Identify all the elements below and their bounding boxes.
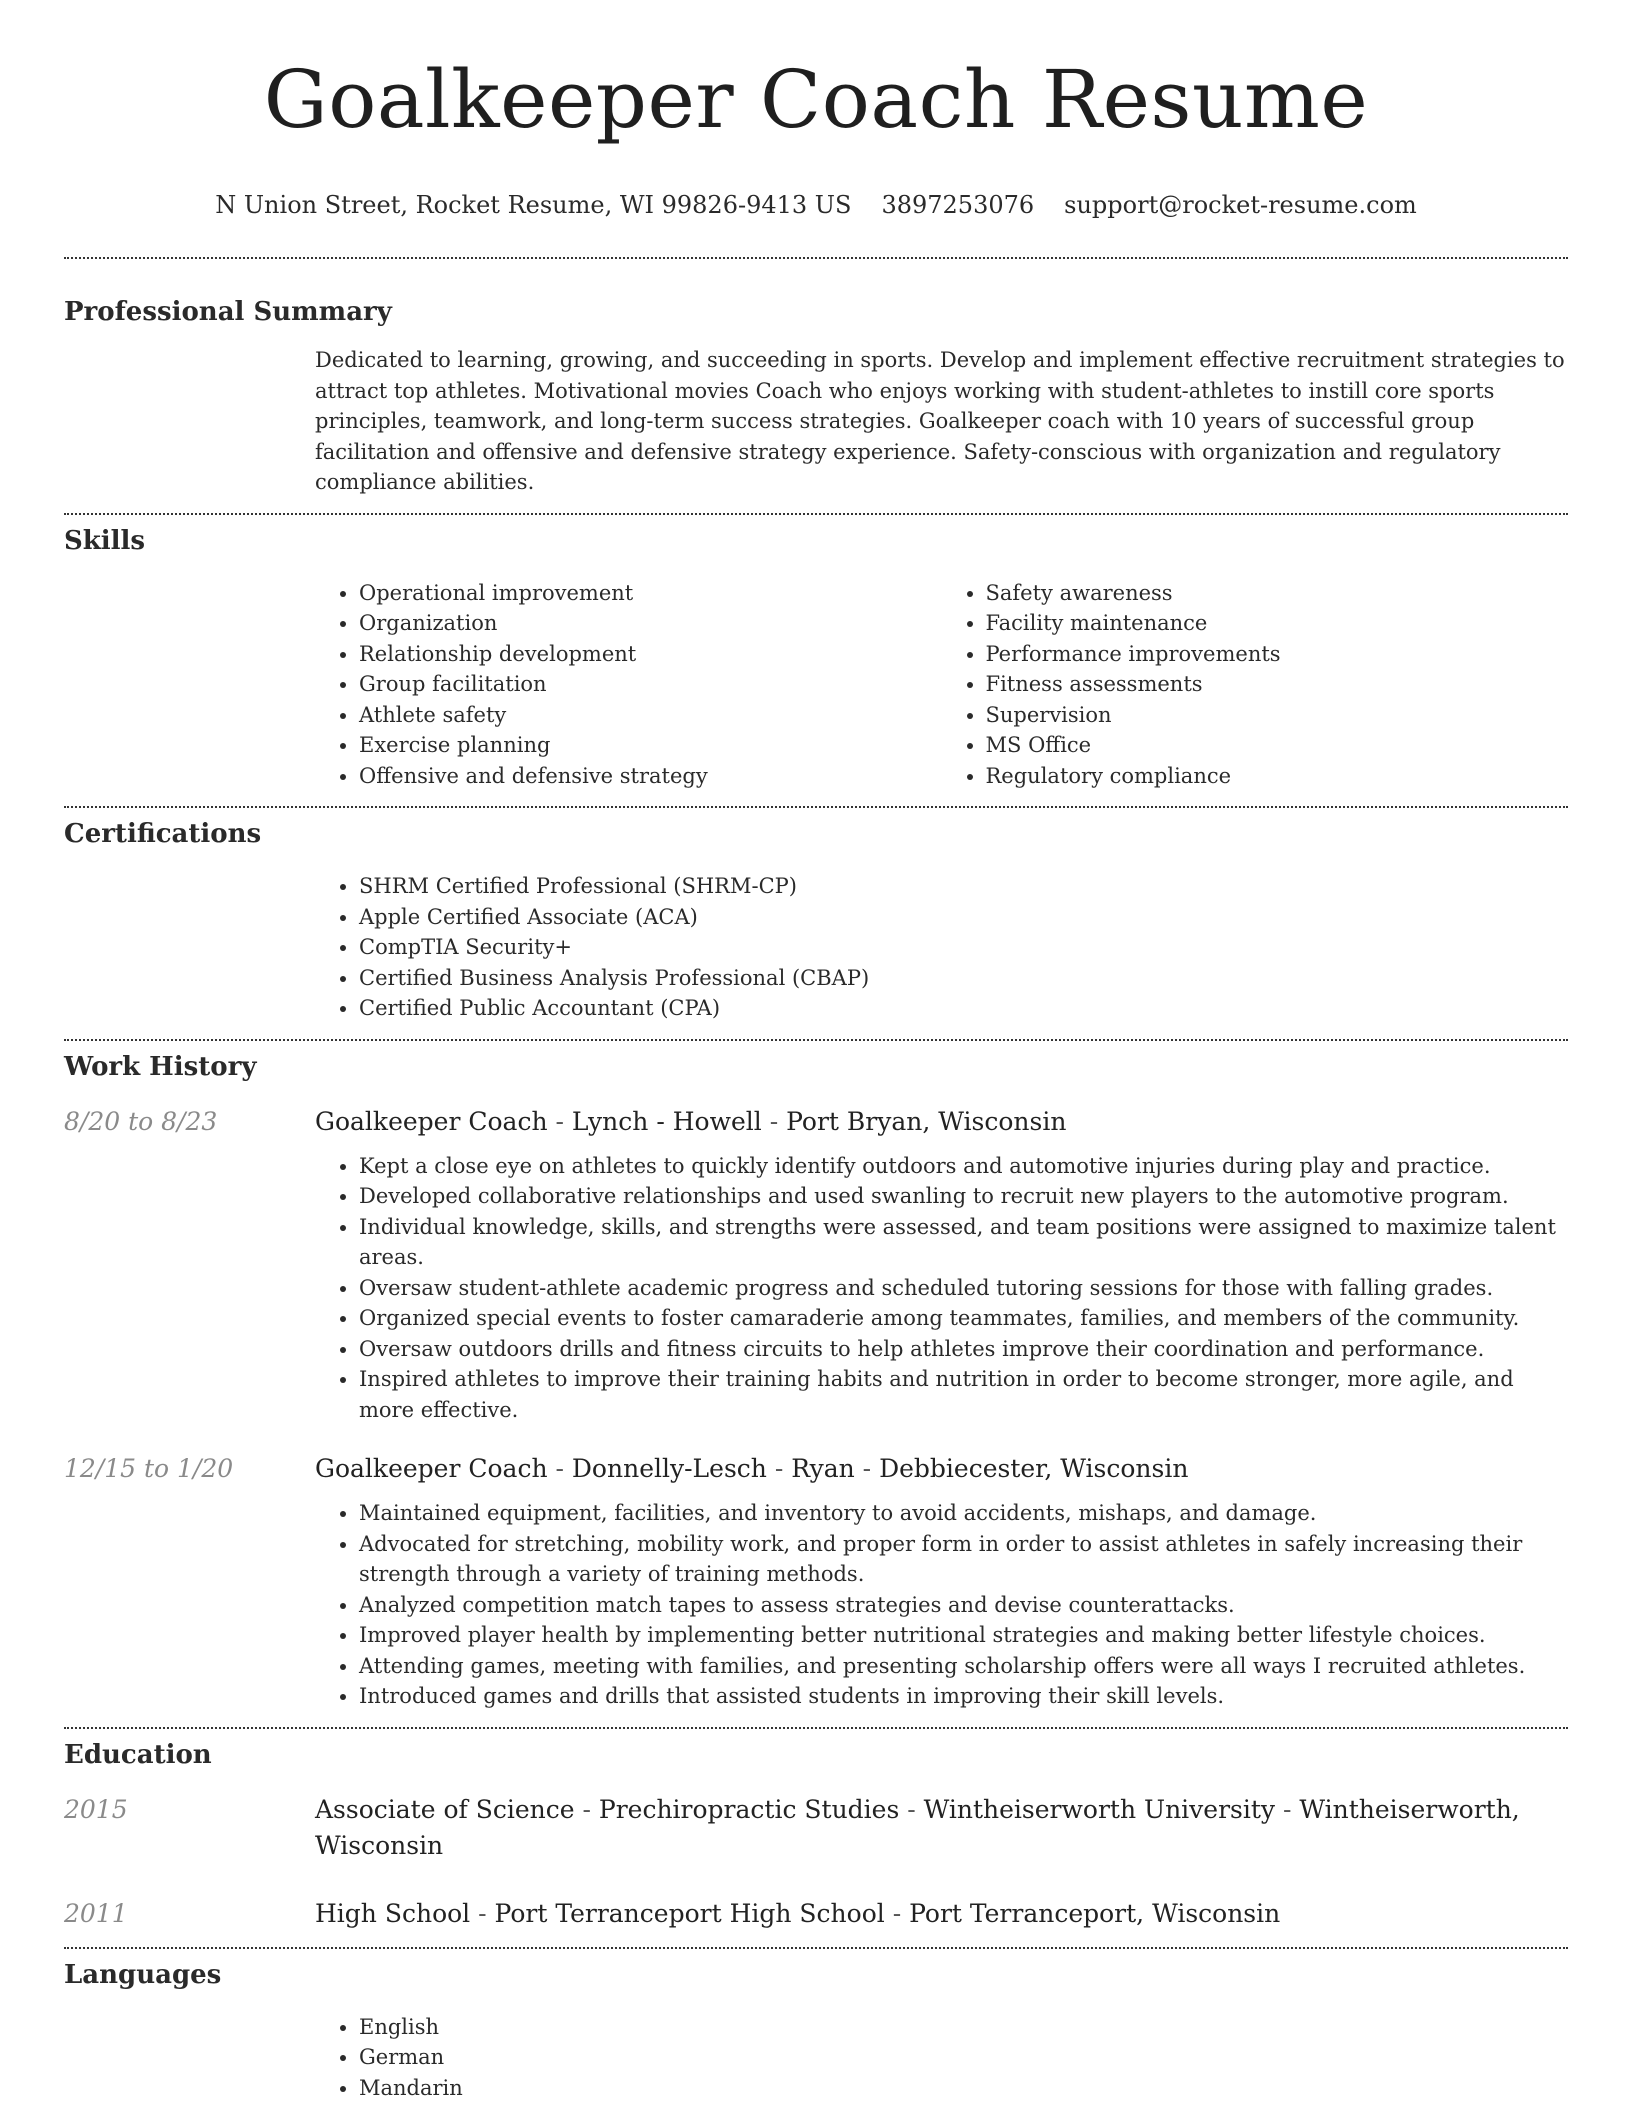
list-item: • Certified Business Analysis Professional (CBAP)	[359, 963, 1568, 994]
job-date: 12/15 to 1/20	[64, 1454, 234, 1483]
languages-list	[315, 2012, 1568, 2104]
list-item: • Maintained equipment, facilities, and inventory to avoid accidents, mishaps, and damage.	[359, 1498, 1568, 1529]
contact-line	[64, 188, 1568, 222]
contact-address: N Union Street, Rocket Resume, WI 99826-9413 US	[215, 191, 852, 219]
job-location: Port Bryan, Wisconsin	[786, 1106, 1067, 1136]
summary-text: Dedicated to learning, growing, and succeeding in sports. Develop and implement effective recruitment strategies to attract top athletes. Motivational movies Coach who enjoys working with student-athletes to instill core sports principles, teamwork, and long-term success strategies. Goalkeeper coach with 10 years of successful group facilitation and offensive and defensive strategy experience. Safety-conscious with organization and regulatory compliance abilities.	[315, 348, 1565, 494]
list-item: • German	[359, 2042, 1568, 2073]
languages-heading: Languages	[64, 1959, 222, 1990]
list-item: • Oversaw outdoors drills and fitness circuits to help athletes improve their coordination and performance.	[359, 1334, 1568, 1365]
education-location: Wintheiserworth, Wisconsin	[315, 1794, 1520, 1860]
job-role: Goalkeeper Coach	[315, 1454, 548, 1483]
work-history-section	[64, 1041, 1568, 1712]
certifications-section	[64, 808, 1568, 1024]
list-item: • Exercise planning	[359, 730, 942, 761]
list-item: • Offensive and defensive strategy	[359, 761, 942, 792]
education-entry	[64, 1792, 1568, 1864]
list-item: • Organization	[359, 608, 942, 639]
list-item: • Relationship development	[359, 639, 942, 670]
job-contact: Ryan	[791, 1454, 855, 1483]
list-item: • Operational improvement	[359, 578, 942, 609]
list-item: • Certified Public Accountant (CPA)	[359, 993, 1568, 1024]
list-item: • Introduced games and drills that assisted students in improving their skill levels.	[359, 1681, 1568, 1712]
job-bullets	[315, 1498, 1568, 1712]
education-school: Port Terranceport High School	[494, 1898, 885, 1928]
list-item: • Safety awareness	[986, 578, 1569, 609]
contact-phone: 3897253076	[881, 191, 1035, 219]
job-company: Donnelly-Lesch	[571, 1454, 767, 1483]
list-item: • Inspired athletes to improve their training habits and nutrition in order to become stronger, more agile, and more effective.	[359, 1364, 1568, 1425]
list-item: • English	[359, 2012, 1568, 2043]
contact-email[interactable]: support@rocket-resume.com	[1064, 191, 1417, 219]
education-title: High School - Port Terranceport High School - Port Terranceport, Wisconsin	[315, 1898, 1281, 1928]
skills-section	[64, 515, 1568, 792]
list-item: • Supervision	[986, 700, 1569, 731]
certifications-heading: Certifications	[64, 819, 262, 849]
list-item: • Oversaw student-athlete academic progress and scheduled tutoring sessions for those with falling grades.	[359, 1273, 1568, 1304]
list-item: • Organized special events to foster camaraderie among teammates, families, and members of the community.	[359, 1303, 1568, 1334]
certifications-list	[315, 871, 1568, 1024]
list-item: • Advocated for stretching, mobility work, and proper form in order to assist athletes in safely increasing their strength through a variety of training methods.	[359, 1529, 1568, 1590]
education-section	[64, 1729, 1568, 1932]
skills-list-left	[315, 578, 942, 792]
job-entry	[64, 1451, 1568, 1712]
list-item: • MS Office	[986, 730, 1569, 761]
summary-heading: Professional Summary	[64, 297, 392, 327]
list-item: • Kept a close eye on athletes to quickly identify outdoors and automotive injuries during play and practice.	[359, 1151, 1568, 1182]
list-item: • Improved player health by implementing better nutritional strategies and making better lifestyle choices.	[359, 1620, 1568, 1651]
job-title: Goalkeeper Coach - Lynch - Howell - Port Bryan, Wisconsin	[315, 1106, 1067, 1136]
education-location: Port Terranceport, Wisconsin	[909, 1898, 1281, 1928]
list-item: • Mandarin	[359, 2073, 1568, 2104]
job-location: Debbiecester, Wisconsin	[879, 1454, 1189, 1483]
list-item: • Individual knowledge, skills, and strengths were assessed, and team positions were assigned to maximize talent areas.	[359, 1212, 1568, 1273]
job-role: Goalkeeper Coach	[315, 1106, 548, 1136]
job-bullets	[315, 1151, 1568, 1426]
education-heading: Education	[64, 1739, 212, 1770]
education-date: 2011	[64, 1898, 128, 1928]
education-school: Wintheiserworth University	[923, 1794, 1276, 1824]
list-item: • Fitness assessments	[986, 669, 1569, 700]
education-degree: Associate of Science	[315, 1794, 575, 1824]
work-history-heading: Work History	[64, 1051, 257, 1082]
list-item: • Apple Certified Associate (ACA)	[359, 902, 1568, 933]
skills-list-right	[942, 578, 1569, 792]
list-item: • Developed collaborative relationships and used swanling to recruit new players to the automotive program.	[359, 1181, 1568, 1212]
summary-section	[64, 259, 1568, 498]
education-entry	[64, 1896, 1568, 1932]
list-item: • Attending games, meeting with families, and presenting scholarship offers were all ways I recruited athletes.	[359, 1651, 1568, 1682]
resume-title: Goalkeeper Coach Resume	[263, 53, 1369, 146]
list-item: • Performance improvements	[986, 639, 1569, 670]
education-degree: High School	[315, 1898, 471, 1928]
languages-section	[64, 1949, 1568, 2104]
education-date: 2015	[64, 1794, 128, 1824]
list-item: • Regulatory compliance	[986, 761, 1569, 792]
education-title: Associate of Science - Prechiropractic Studies - Wintheiserworth University - Wintheiserworth, Wisconsin	[315, 1794, 1520, 1860]
job-title: Goalkeeper Coach - Donnelly-Lesch - Ryan - Debbiecester, Wisconsin	[315, 1454, 1189, 1483]
list-item: • CompTIA Security+	[359, 932, 1568, 963]
list-item: • Athlete safety	[359, 700, 942, 731]
job-company: Lynch - Howell	[571, 1106, 762, 1136]
list-item: • Group facilitation	[359, 669, 942, 700]
skills-heading: Skills	[64, 525, 146, 556]
job-entry	[64, 1104, 1568, 1426]
list-item: • Facility maintenance	[986, 608, 1569, 639]
education-field: Prechiropractic Studies	[598, 1794, 900, 1824]
list-item: • Analyzed competition match tapes to assess strategies and devise counterattacks.	[359, 1590, 1568, 1621]
job-date: 8/20 to 8/23	[64, 1106, 218, 1136]
list-item: • SHRM Certified Professional (SHRM-CP)	[359, 871, 1568, 902]
